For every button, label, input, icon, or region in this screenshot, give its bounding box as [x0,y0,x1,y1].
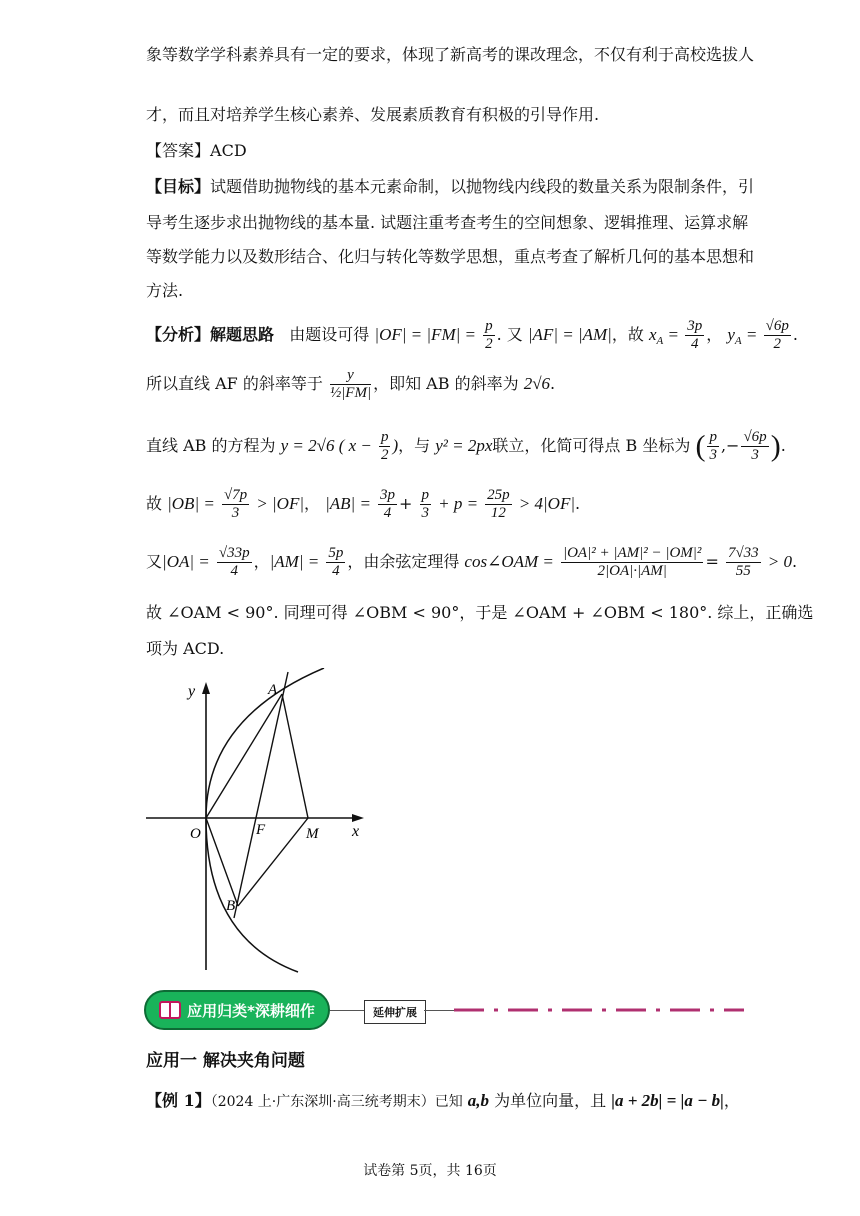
frac-den: ½|FM| [329,385,372,401]
frac-num: 3p [380,487,396,503]
math-span: |OB| = [167,494,215,513]
fraction [378,487,397,522]
frac-num: 5p [328,545,344,561]
label-F: F [256,822,266,838]
goal-line: 方法. [146,281,184,300]
section-heading: 应用一 解决夹角问题 [146,1051,305,1071]
math-span: x [648,325,657,344]
fraction [561,545,703,580]
text-span: 联立，化简可得点 B 坐标为 [492,436,691,455]
example-line [146,1090,740,1113]
frac-num: 3p [687,318,703,334]
math-span: y = 2√6 ( x − [280,436,372,455]
answer-row [146,140,247,162]
y-axis-arrow [202,682,210,694]
answer-value: ACD [210,141,247,160]
fraction [222,487,249,522]
frac-den: 2 [485,336,493,352]
frac-num: √6p [743,429,767,445]
frac-den: 3 [421,505,430,521]
text-span: ，即知 AB 的斜率为 [373,374,519,393]
banner-pill [144,990,330,1030]
frac-den: 3 [751,447,759,463]
math-span: |OF| = |FM| = [374,325,476,344]
frac-num: p [485,318,493,334]
math-sub: A [656,335,664,348]
vector-ab: a,b [467,1091,490,1110]
example-text: 为单位向量，且 [494,1091,607,1110]
math-sub: A [734,335,742,348]
math-span: + p = [438,494,479,513]
page-footer: 试卷第 5页，共 16页 [363,1163,497,1179]
banner-tag: 延伸扩展 [364,1000,426,1024]
label-M: M [306,826,319,842]
goal-text: 试题借助抛物线的基本元素命制，以抛物线内线段的数量关系为限制条件，引 [210,177,755,196]
math-span: > 4|OF| [518,494,575,513]
example-source: （2024 上·广东深圳·高三统考期末）已知 [210,1094,463,1110]
goal-line: 导考生逐步求出抛物线的基本量. 试题注重考查考生的空间想象、逻辑推理、运算求解 [146,213,749,232]
banner-dash-line [454,1007,744,1013]
math-span: |AB| = [325,494,371,513]
fraction [483,318,495,353]
banner-connector [330,1010,364,1011]
text-span: ，由余弦定理得 [347,552,460,571]
math-span: y² = 2px [435,436,493,455]
math-span: |AM| = [269,552,320,571]
text-span: 直线 AB 的方程为 [146,436,276,455]
paragraph-line: 象等数学学科素养具有一定的要求，体现了新高考的课改理念，不仅有利于高校选拔人 [146,45,755,64]
vector-equation: |a + 2b| = |a − b| [611,1091,724,1110]
analysis-title: 解题思路 [210,325,275,344]
banner-connector [424,1010,454,1011]
text-span: 故 [146,494,163,513]
goal-label: 【目标】 [146,177,211,196]
frac-den: 2|OA|·|AM| [597,563,667,579]
frac-den: 2 [380,447,389,463]
text-span: ，故 [611,325,644,344]
example-label: 【例 1】 [146,1091,211,1110]
analysis-line-6: 故 ∠OAM < 90°. 同理可得 ∠OBM < 90°，于是 ∠OAM + ∠OBM < 180°. 综上，正确选 [146,603,814,622]
text-span: . 又 [496,325,523,344]
paragraph-line: 才，而且对培养学生核心素养、发展素质教育有积极的引导作用. [146,105,600,124]
frac-den: 4 [230,563,238,579]
label-O: O [190,826,201,842]
frac-den: 2 [773,336,781,352]
frac-num: p [421,487,430,503]
math-span: > |OF| [256,494,304,513]
text-span: ，与 [398,436,431,455]
label-x: x [352,823,360,840]
frac-num: |OA|² + |AM|² − |OM|² [562,545,702,561]
text-span: ， [723,1091,740,1110]
math-span: cos∠OAM = [464,552,554,571]
frac-num: y [330,367,371,385]
frac-num: p [709,429,717,445]
banner-title: 应用归类*深耕细作 [187,1001,315,1020]
goal-line: 等数学能力以及数形结合、化归与转化等数学思想，重点考查了解析几何的基本思想和 [146,247,755,266]
frac-num: 7√33 [727,545,759,561]
math-span: = [663,325,684,344]
frac-den: 55 [735,563,751,579]
goal-line [146,176,754,198]
frac-den: 4 [332,563,340,579]
label-B: B [226,898,236,914]
math-span: = [741,325,762,344]
frac-den: 4 [383,505,392,521]
math-span: |OA| = [162,552,210,571]
frac-den: 3 [709,447,717,463]
math-span: > 0 [767,552,792,571]
frac-den: 12 [490,505,506,521]
frac-num: √33p [218,545,250,561]
segment-MB [238,818,308,906]
book-icon [159,1001,181,1019]
analysis-line-3: 直线 AB 的方程为 y = 2√6 ( x − $\frac{p}{2}$ )，与 y² = 2px联立，化简可得点 B 坐标为 ( $\frac{p}{3}$ ,− $\frac{√6p}{3}$ ). [146,429,786,463]
text-span: 所以直线 AF 的斜率等于 [146,374,323,393]
analysis-line-2: 所以直线 AF 的斜率等于 $\frac{y}{\text{½|FM|}}$ ，即知 AB 的斜率为 2√6. [146,367,556,401]
line-AB [234,672,288,918]
x-axis-arrow [352,814,364,822]
segment-OB [206,818,238,906]
frac-den: 4 [690,336,699,352]
fraction [217,545,252,580]
parabola-figure [146,668,376,978]
math-span: 2√6 [523,374,551,393]
label-A: A [268,682,278,698]
analysis-label: 【分析】 [146,325,211,344]
fraction [379,429,391,464]
analysis-line-7: 项为 ACD. [146,639,225,658]
fraction [726,545,761,580]
answer-label: 【答案】 [146,141,211,160]
fraction [685,318,704,353]
text-span: 又 [146,552,163,571]
math-span: |AF| = |AM| [527,325,612,344]
segment-AM [282,694,308,818]
text-span: 由题设可得 [289,325,370,344]
fraction [764,318,791,353]
analysis-line-1: 【分析】解题思路 由题设可得 |OF| = |FM| = $\frac{p}{2}$ . 又 |AF| = |AM|，故 $x_A$ = $\frac{3p}{4}$ ， $y_A$ = $\frac{√6p}{2}$ . [146,318,798,352]
section-banner [144,990,744,1034]
fraction [420,487,432,522]
segment-OA [206,694,282,818]
fraction [485,487,512,522]
analysis-line-4: 故 |OB| = $\frac{√7p}{3}$ > |OF|， |AB| = $\frac{3p}{4}$ + $\frac{p}{3}$ + p = $\frac{25p}{12}$ > 4|OF|. [146,487,581,521]
fraction [741,429,768,464]
frac-num: √7p [223,487,248,503]
label-y: y [188,683,196,700]
analysis-line-5: 又|OA| = $\frac{√33p}{4}$ ，|AM| = $\frac{5p}{4}$ ，由余弦定理得 cos∠OAM = $\frac{\text{|OA|² + |AM|² − |OM|²}}{2|OA|\cdot|AM|}$ = $\frac{7√33}{55}$ > 0. [146,545,798,579]
frac-num: 25p [487,487,510,503]
frac-num: √6p [765,318,789,334]
fraction [707,429,719,464]
fraction [326,545,345,580]
frac-den: 3 [231,505,240,521]
frac-num: p [380,429,389,445]
fraction [330,367,371,402]
